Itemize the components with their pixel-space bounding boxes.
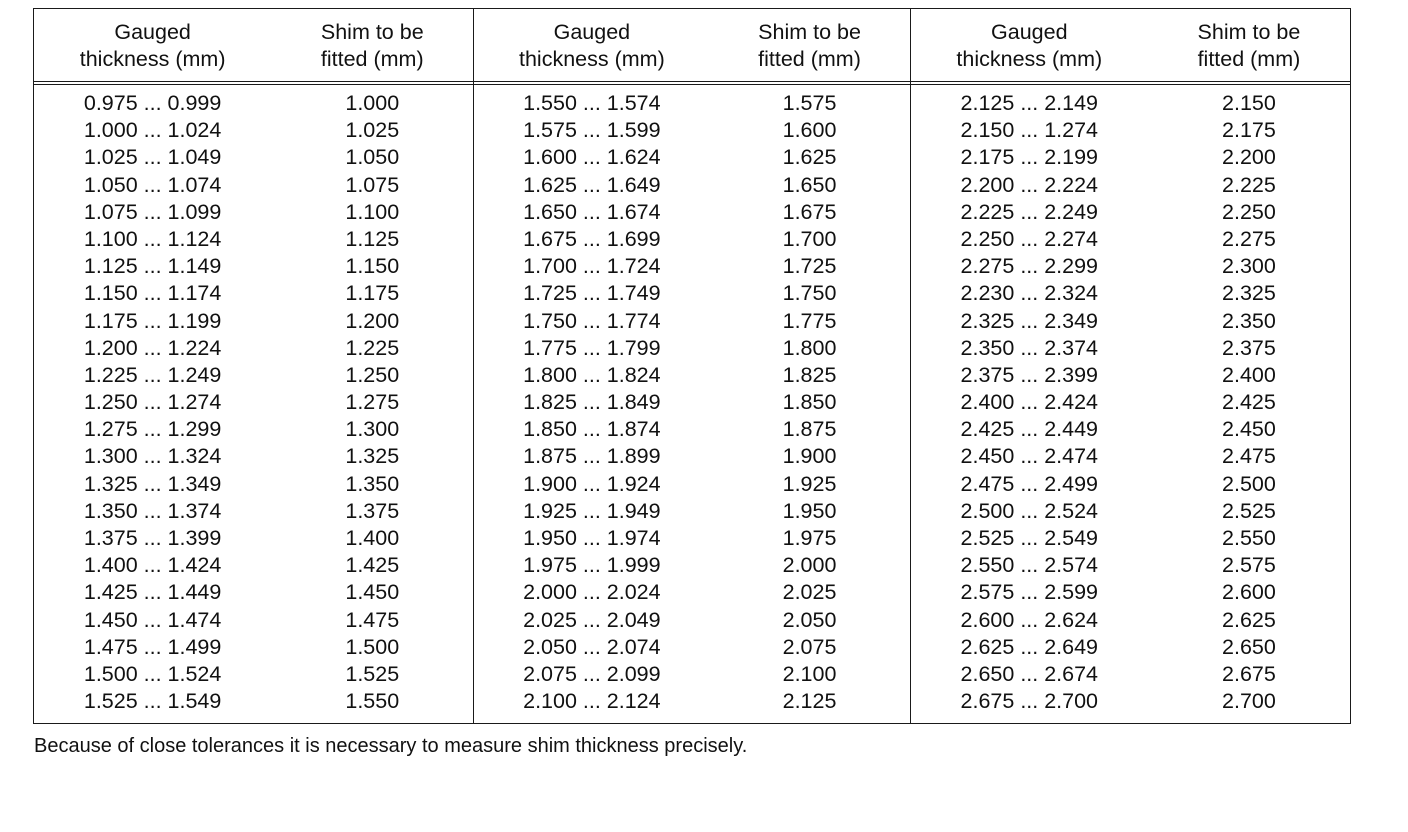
shim-fitted-cell: 1.500 bbox=[345, 634, 400, 659]
table-row bbox=[911, 335, 1350, 362]
gauged-thickness-cell: 2.230 ... 2.324 bbox=[960, 281, 1099, 306]
gauged-thickness-cell: 1.375 ... 1.399 bbox=[83, 526, 222, 550]
shim-fitted-cell: 1.525 bbox=[345, 661, 400, 686]
gauged-thickness-cell: 1.100 ... 1.124 bbox=[83, 226, 222, 251]
table-row bbox=[34, 335, 473, 362]
shim-fitted-cell: 1.675 bbox=[782, 199, 837, 224]
shim-fitted-cell: 1.375 bbox=[345, 498, 400, 523]
gauged-thickness-cell: 2.350 ... 2.374 bbox=[960, 335, 1099, 360]
shim-fitted-cell: 2.025 bbox=[782, 580, 837, 605]
gauged-thickness-cell: 2.175 ... 2.199 bbox=[960, 145, 1099, 170]
shim-fitted-cell: 1.300 bbox=[345, 417, 400, 442]
gauged-thickness-cell: 1.600 ... 1.624 bbox=[523, 145, 661, 170]
table-row bbox=[34, 579, 473, 606]
table-row bbox=[911, 144, 1350, 171]
gauged-thickness-cell: 1.025 ... 1.049 bbox=[83, 145, 222, 170]
table-row bbox=[474, 144, 909, 171]
shim-fitted-cell: 2.425 bbox=[1222, 390, 1276, 415]
gauged-thickness-cell: 2.000 ... 2.024 bbox=[523, 580, 661, 605]
gauged-thickness-cell: 1.850 ... 1.874 bbox=[523, 417, 661, 442]
shim-fitted-cell: 2.550 bbox=[1222, 526, 1276, 550]
gauged-thickness-cell: 2.125 ... 2.149 bbox=[960, 91, 1099, 115]
table-row bbox=[911, 308, 1350, 335]
gauged-thickness-cell: 2.400 ... 2.424 bbox=[960, 390, 1099, 415]
table-header bbox=[474, 9, 909, 85]
gauged-thickness-cell: 2.275 ... 2.299 bbox=[960, 254, 1099, 279]
table-row bbox=[34, 280, 473, 307]
table-rows bbox=[34, 90, 473, 715]
table-row bbox=[34, 199, 473, 226]
table-row bbox=[911, 552, 1350, 579]
gauged-thickness-cell: 2.100 ... 2.124 bbox=[523, 689, 661, 714]
header-gauged-thickness: Gauged thickness (mm) bbox=[956, 20, 1103, 71]
table-row bbox=[911, 172, 1350, 199]
gauged-thickness-cell: 1.550 ... 1.574 bbox=[523, 91, 661, 115]
table-row bbox=[474, 199, 909, 226]
shim-fitted-cell: 1.175 bbox=[345, 281, 400, 306]
gauged-thickness-cell: 2.525 ... 2.549 bbox=[960, 526, 1099, 550]
table-row bbox=[34, 389, 473, 416]
shim-fitted-cell: 2.050 bbox=[782, 607, 837, 632]
table-row bbox=[911, 471, 1350, 498]
table-row bbox=[474, 117, 909, 144]
gauged-thickness-cell: 1.250 ... 1.274 bbox=[83, 390, 222, 415]
shim-fitted-cell: 1.850 bbox=[782, 390, 837, 415]
gauged-thickness-cell: 1.975 ... 1.999 bbox=[523, 553, 661, 578]
gauged-thickness-cell: 1.075 ... 1.099 bbox=[83, 199, 222, 224]
gauged-thickness-cell: 1.525 ... 1.549 bbox=[83, 689, 222, 714]
shim-fitted-cell: 1.050 bbox=[345, 145, 400, 170]
table-row bbox=[34, 172, 473, 199]
shim-fitted-cell: 1.775 bbox=[782, 308, 837, 333]
gauged-thickness-cell: 1.125 ... 1.149 bbox=[83, 254, 222, 279]
shim-fitted-cell: 1.825 bbox=[782, 362, 837, 387]
gauged-thickness-cell: 1.200 ... 1.224 bbox=[83, 335, 222, 360]
shim-fitted-cell: 2.300 bbox=[1222, 254, 1276, 279]
table-row bbox=[911, 199, 1350, 226]
shim-fitted-cell: 1.900 bbox=[782, 444, 837, 469]
shim-fitted-cell: 1.350 bbox=[345, 471, 400, 496]
shim-fitted-cell: 1.000 bbox=[345, 91, 400, 115]
shim-fitted-cell: 2.450 bbox=[1222, 417, 1276, 442]
shim-fitted-cell: 1.400 bbox=[345, 526, 400, 550]
table-row bbox=[474, 280, 909, 307]
gauged-thickness-cell: 2.625 ... 2.649 bbox=[960, 634, 1099, 659]
table-row bbox=[911, 634, 1350, 661]
shim-fitted-cell: 2.075 bbox=[782, 634, 837, 659]
gauged-thickness-cell: 1.700 ... 1.724 bbox=[523, 254, 661, 279]
gauged-thickness-cell: 2.425 ... 2.449 bbox=[960, 417, 1099, 442]
gauged-thickness-cell: 1.050 ... 1.074 bbox=[83, 172, 222, 197]
shim-fitted-cell: 1.575 bbox=[782, 91, 837, 115]
table-row bbox=[34, 471, 473, 498]
gauged-thickness-cell: 1.950 ... 1.974 bbox=[523, 526, 661, 550]
gauged-thickness-cell: 0.975 ... 0.999 bbox=[83, 91, 222, 115]
gauged-thickness-cell: 1.000 ... 1.024 bbox=[83, 118, 222, 143]
shim-fitted-cell: 1.025 bbox=[345, 118, 400, 143]
gauged-thickness-cell: 2.375 ... 2.399 bbox=[960, 362, 1099, 387]
shim-fitted-cell: 2.525 bbox=[1222, 498, 1276, 523]
table-row bbox=[34, 661, 473, 688]
table-row bbox=[34, 607, 473, 634]
table-row bbox=[474, 416, 909, 443]
table-block-3 bbox=[910, 9, 1350, 723]
shim-fitted-cell: 1.750 bbox=[782, 281, 837, 306]
table-row bbox=[911, 498, 1350, 525]
table-header bbox=[34, 9, 473, 85]
table-row bbox=[474, 253, 909, 280]
shim-fitted-cell: 2.325 bbox=[1222, 281, 1276, 306]
gauged-thickness-cell: 1.350 ... 1.374 bbox=[83, 498, 222, 523]
table-row bbox=[911, 253, 1350, 280]
table-row bbox=[34, 117, 473, 144]
gauged-thickness-cell: 1.775 ... 1.799 bbox=[523, 335, 661, 360]
shim-fitted-cell: 1.225 bbox=[345, 335, 400, 360]
table-row bbox=[911, 416, 1350, 443]
table-row bbox=[34, 634, 473, 661]
table-header bbox=[911, 9, 1350, 85]
shim-fitted-cell: 2.575 bbox=[1222, 553, 1276, 578]
table-rows bbox=[474, 90, 909, 715]
gauged-thickness-cell: 1.800 ... 1.824 bbox=[523, 362, 661, 387]
table-row bbox=[34, 226, 473, 253]
gauged-thickness-cell: 1.225 ... 1.249 bbox=[83, 362, 222, 387]
shim-fitted-cell: 2.675 bbox=[1222, 661, 1276, 686]
gauged-thickness-cell: 1.925 ... 1.949 bbox=[523, 498, 661, 523]
header-gauged-thickness: Gauged thickness (mm) bbox=[519, 20, 665, 71]
table-row bbox=[474, 471, 909, 498]
table-row bbox=[474, 90, 909, 117]
shim-fitted-cell: 1.425 bbox=[345, 553, 400, 578]
shim-fitted-cell: 2.650 bbox=[1222, 634, 1276, 659]
gauged-thickness-cell: 2.150 ... 1.274 bbox=[960, 118, 1099, 143]
shim-fitted-cell: 2.100 bbox=[782, 661, 837, 686]
gauged-thickness-cell: 2.075 ... 2.099 bbox=[523, 661, 661, 686]
shim-fitted-cell: 1.075 bbox=[345, 172, 400, 197]
table-row bbox=[34, 253, 473, 280]
shim-fitted-cell: 1.200 bbox=[345, 308, 400, 333]
header-shim-fitted: Shim to be fitted (mm) bbox=[1197, 20, 1301, 71]
gauged-thickness-cell: 2.650 ... 2.674 bbox=[960, 661, 1099, 686]
table-row bbox=[911, 226, 1350, 253]
gauged-thickness-cell: 1.875 ... 1.899 bbox=[523, 444, 661, 469]
gauged-thickness-cell: 1.300 ... 1.324 bbox=[83, 444, 222, 469]
gauged-thickness-cell: 1.475 ... 1.499 bbox=[83, 634, 222, 659]
gauged-thickness-cell: 2.575 ... 2.599 bbox=[960, 580, 1099, 605]
table-row bbox=[474, 226, 909, 253]
shim-fitted-cell: 1.925 bbox=[782, 471, 837, 496]
table-block-1 bbox=[34, 9, 473, 723]
shim-fitted-cell: 2.500 bbox=[1222, 471, 1276, 496]
shim-fitted-cell: 2.175 bbox=[1222, 118, 1276, 143]
shim-fitted-cell: 1.150 bbox=[345, 254, 400, 279]
shim-fitted-cell: 2.600 bbox=[1222, 580, 1276, 605]
gauged-thickness-cell: 2.325 ... 2.349 bbox=[960, 308, 1099, 333]
shim-fitted-cell: 2.150 bbox=[1222, 91, 1276, 115]
gauged-thickness-cell: 1.575 ... 1.599 bbox=[523, 118, 661, 143]
shim-fitted-cell: 2.200 bbox=[1222, 145, 1276, 170]
table-row bbox=[911, 362, 1350, 389]
shim-fitted-cell: 2.375 bbox=[1222, 335, 1276, 360]
shim-fitted-cell: 1.275 bbox=[345, 390, 400, 415]
shim-fitted-cell: 1.325 bbox=[345, 444, 400, 469]
table-rows bbox=[911, 90, 1350, 715]
table-row bbox=[911, 443, 1350, 470]
gauged-thickness-cell: 2.500 ... 2.524 bbox=[960, 498, 1099, 523]
shim-fitted-cell: 1.875 bbox=[782, 417, 837, 442]
table-row bbox=[911, 688, 1350, 715]
gauged-thickness-cell: 1.675 ... 1.699 bbox=[523, 226, 661, 251]
gauged-thickness-cell: 2.050 ... 2.074 bbox=[523, 634, 661, 659]
header-shim-fitted: Shim to be fitted (mm) bbox=[320, 20, 424, 71]
gauged-thickness-cell: 2.475 ... 2.499 bbox=[960, 471, 1099, 496]
shim-fitted-cell: 2.250 bbox=[1222, 199, 1276, 224]
shim-fitted-cell: 2.700 bbox=[1222, 689, 1276, 714]
table-row bbox=[34, 443, 473, 470]
table-row bbox=[474, 688, 909, 715]
table-row bbox=[911, 525, 1350, 552]
shim-fitted-cell: 1.625 bbox=[782, 145, 837, 170]
gauged-thickness-cell: 2.025 ... 2.049 bbox=[523, 607, 661, 632]
shim-fitted-cell: 1.975 bbox=[782, 526, 837, 550]
table-row bbox=[474, 634, 909, 661]
gauged-thickness-cell: 1.325 ... 1.349 bbox=[83, 471, 222, 496]
gauged-thickness-cell: 2.600 ... 2.624 bbox=[960, 607, 1099, 632]
shim-fitted-cell: 2.625 bbox=[1222, 607, 1276, 632]
table-row bbox=[474, 389, 909, 416]
table-row bbox=[911, 280, 1350, 307]
gauged-thickness-cell: 1.175 ... 1.199 bbox=[83, 308, 222, 333]
shim-fitted-cell: 2.350 bbox=[1222, 308, 1276, 333]
table-row bbox=[34, 308, 473, 335]
shim-fitted-cell: 2.475 bbox=[1222, 444, 1276, 469]
table-row bbox=[911, 389, 1350, 416]
gauged-thickness-cell: 2.225 ... 2.249 bbox=[960, 199, 1099, 224]
table-row bbox=[911, 607, 1350, 634]
table-row bbox=[911, 90, 1350, 117]
shim-fitted-cell: 2.225 bbox=[1222, 172, 1276, 197]
shim-fitted-cell: 2.000 bbox=[782, 553, 837, 578]
footnote: Because of close tolerances it is necessary to measure shim thickness precisely. bbox=[34, 735, 748, 757]
gauged-thickness-cell: 1.725 ... 1.749 bbox=[523, 281, 661, 306]
shim-fitted-cell: 1.600 bbox=[782, 118, 837, 143]
gauged-thickness-cell: 1.825 ... 1.849 bbox=[523, 390, 661, 415]
gauged-thickness-cell: 1.275 ... 1.299 bbox=[83, 417, 222, 442]
shim-fitted-cell: 2.125 bbox=[782, 689, 837, 714]
shim-fitted-cell: 1.800 bbox=[782, 335, 837, 360]
shim-table bbox=[33, 8, 1351, 724]
shim-fitted-cell: 1.100 bbox=[345, 199, 400, 224]
shim-fitted-cell: 1.650 bbox=[782, 172, 837, 197]
gauged-thickness-cell: 2.675 ... 2.700 bbox=[960, 689, 1099, 714]
gauged-thickness-cell: 2.250 ... 2.274 bbox=[960, 226, 1099, 251]
table-row bbox=[474, 498, 909, 525]
table-row bbox=[911, 661, 1350, 688]
table-row bbox=[474, 661, 909, 688]
shim-fitted-cell: 2.400 bbox=[1222, 362, 1276, 387]
table-row bbox=[474, 443, 909, 470]
gauged-thickness-cell: 1.650 ... 1.674 bbox=[523, 199, 661, 224]
gauged-thickness-cell: 1.900 ... 1.924 bbox=[523, 471, 661, 496]
table-row bbox=[34, 362, 473, 389]
gauged-thickness-cell: 1.625 ... 1.649 bbox=[523, 172, 661, 197]
shim-fitted-cell: 1.550 bbox=[345, 689, 400, 714]
table-row bbox=[34, 688, 473, 715]
table-row bbox=[474, 335, 909, 362]
table-row bbox=[474, 172, 909, 199]
header-gauged-thickness: Gauged thickness (mm) bbox=[79, 20, 226, 71]
gauged-thickness-cell: 1.500 ... 1.524 bbox=[83, 661, 222, 686]
header-shim-fitted: Shim to be fitted (mm) bbox=[758, 20, 861, 71]
gauged-thickness-cell: 2.550 ... 2.574 bbox=[960, 553, 1099, 578]
table-row bbox=[474, 308, 909, 335]
shim-fitted-cell: 1.725 bbox=[782, 254, 837, 279]
shim-fitted-cell: 1.475 bbox=[345, 607, 400, 632]
table-row bbox=[911, 579, 1350, 606]
table-row bbox=[911, 117, 1350, 144]
table-row bbox=[474, 362, 909, 389]
gauged-thickness-cell: 1.150 ... 1.174 bbox=[83, 281, 222, 306]
gauged-thickness-cell: 2.450 ... 2.474 bbox=[960, 444, 1099, 469]
table-row bbox=[34, 144, 473, 171]
shim-fitted-cell: 1.125 bbox=[345, 226, 400, 251]
shim-fitted-cell: 1.950 bbox=[782, 498, 837, 523]
table-row bbox=[34, 552, 473, 579]
shim-fitted-cell: 1.700 bbox=[782, 226, 837, 251]
gauged-thickness-cell: 1.400 ... 1.424 bbox=[83, 553, 222, 578]
table-row bbox=[34, 525, 473, 552]
shim-fitted-cell: 2.275 bbox=[1222, 226, 1276, 251]
table-row bbox=[474, 607, 909, 634]
shim-fitted-cell: 1.450 bbox=[345, 580, 400, 605]
table-row bbox=[474, 579, 909, 606]
table-row bbox=[34, 90, 473, 117]
gauged-thickness-cell: 1.425 ... 1.449 bbox=[83, 580, 222, 605]
gauged-thickness-cell: 1.750 ... 1.774 bbox=[523, 308, 661, 333]
shim-fitted-cell: 1.250 bbox=[345, 362, 400, 387]
table-block-2 bbox=[473, 9, 909, 723]
gauged-thickness-cell: 1.450 ... 1.474 bbox=[83, 607, 222, 632]
table-row bbox=[474, 525, 909, 552]
table-row bbox=[34, 416, 473, 443]
gauged-thickness-cell: 2.200 ... 2.224 bbox=[960, 172, 1099, 197]
table-row bbox=[474, 552, 909, 579]
table-row bbox=[34, 498, 473, 525]
